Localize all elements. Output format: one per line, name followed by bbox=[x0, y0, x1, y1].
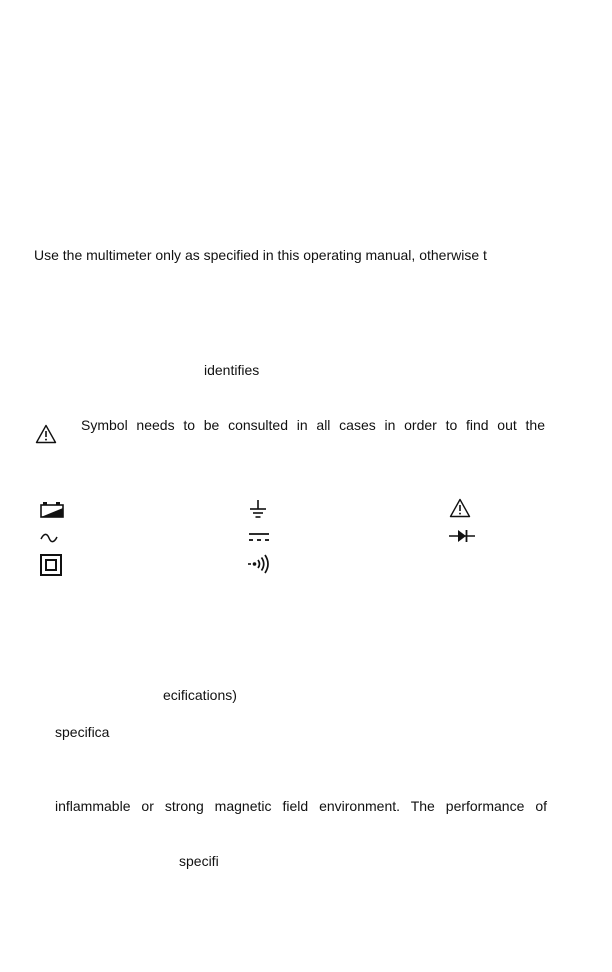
identifies-text: identifies bbox=[204, 362, 260, 378]
ac-wave-icon bbox=[40, 533, 58, 543]
double-insulation-icon bbox=[40, 554, 62, 576]
symbol-text-line: Symbol needs to be consulted in all cases in order to find out the bbox=[81, 417, 545, 433]
warning-triangle-icon bbox=[449, 498, 471, 518]
ecifications-text: ecifications) bbox=[163, 687, 237, 703]
warning-triangle-icon bbox=[35, 424, 57, 444]
inflammable-text-line: inflammable or strong magnetic field environment. The performance of bbox=[55, 798, 547, 814]
specifi-text: specifi bbox=[179, 853, 219, 869]
ground-icon bbox=[248, 499, 268, 519]
specifica-text: specifica bbox=[55, 724, 110, 740]
battery-low-icon bbox=[40, 501, 64, 518]
dc-icon bbox=[248, 531, 270, 543]
diode-icon bbox=[449, 529, 475, 543]
usage-text-line: Use the multimeter only as specified in this operating manual, otherwise t bbox=[34, 247, 487, 263]
continuity-buzzer-icon bbox=[248, 554, 272, 574]
